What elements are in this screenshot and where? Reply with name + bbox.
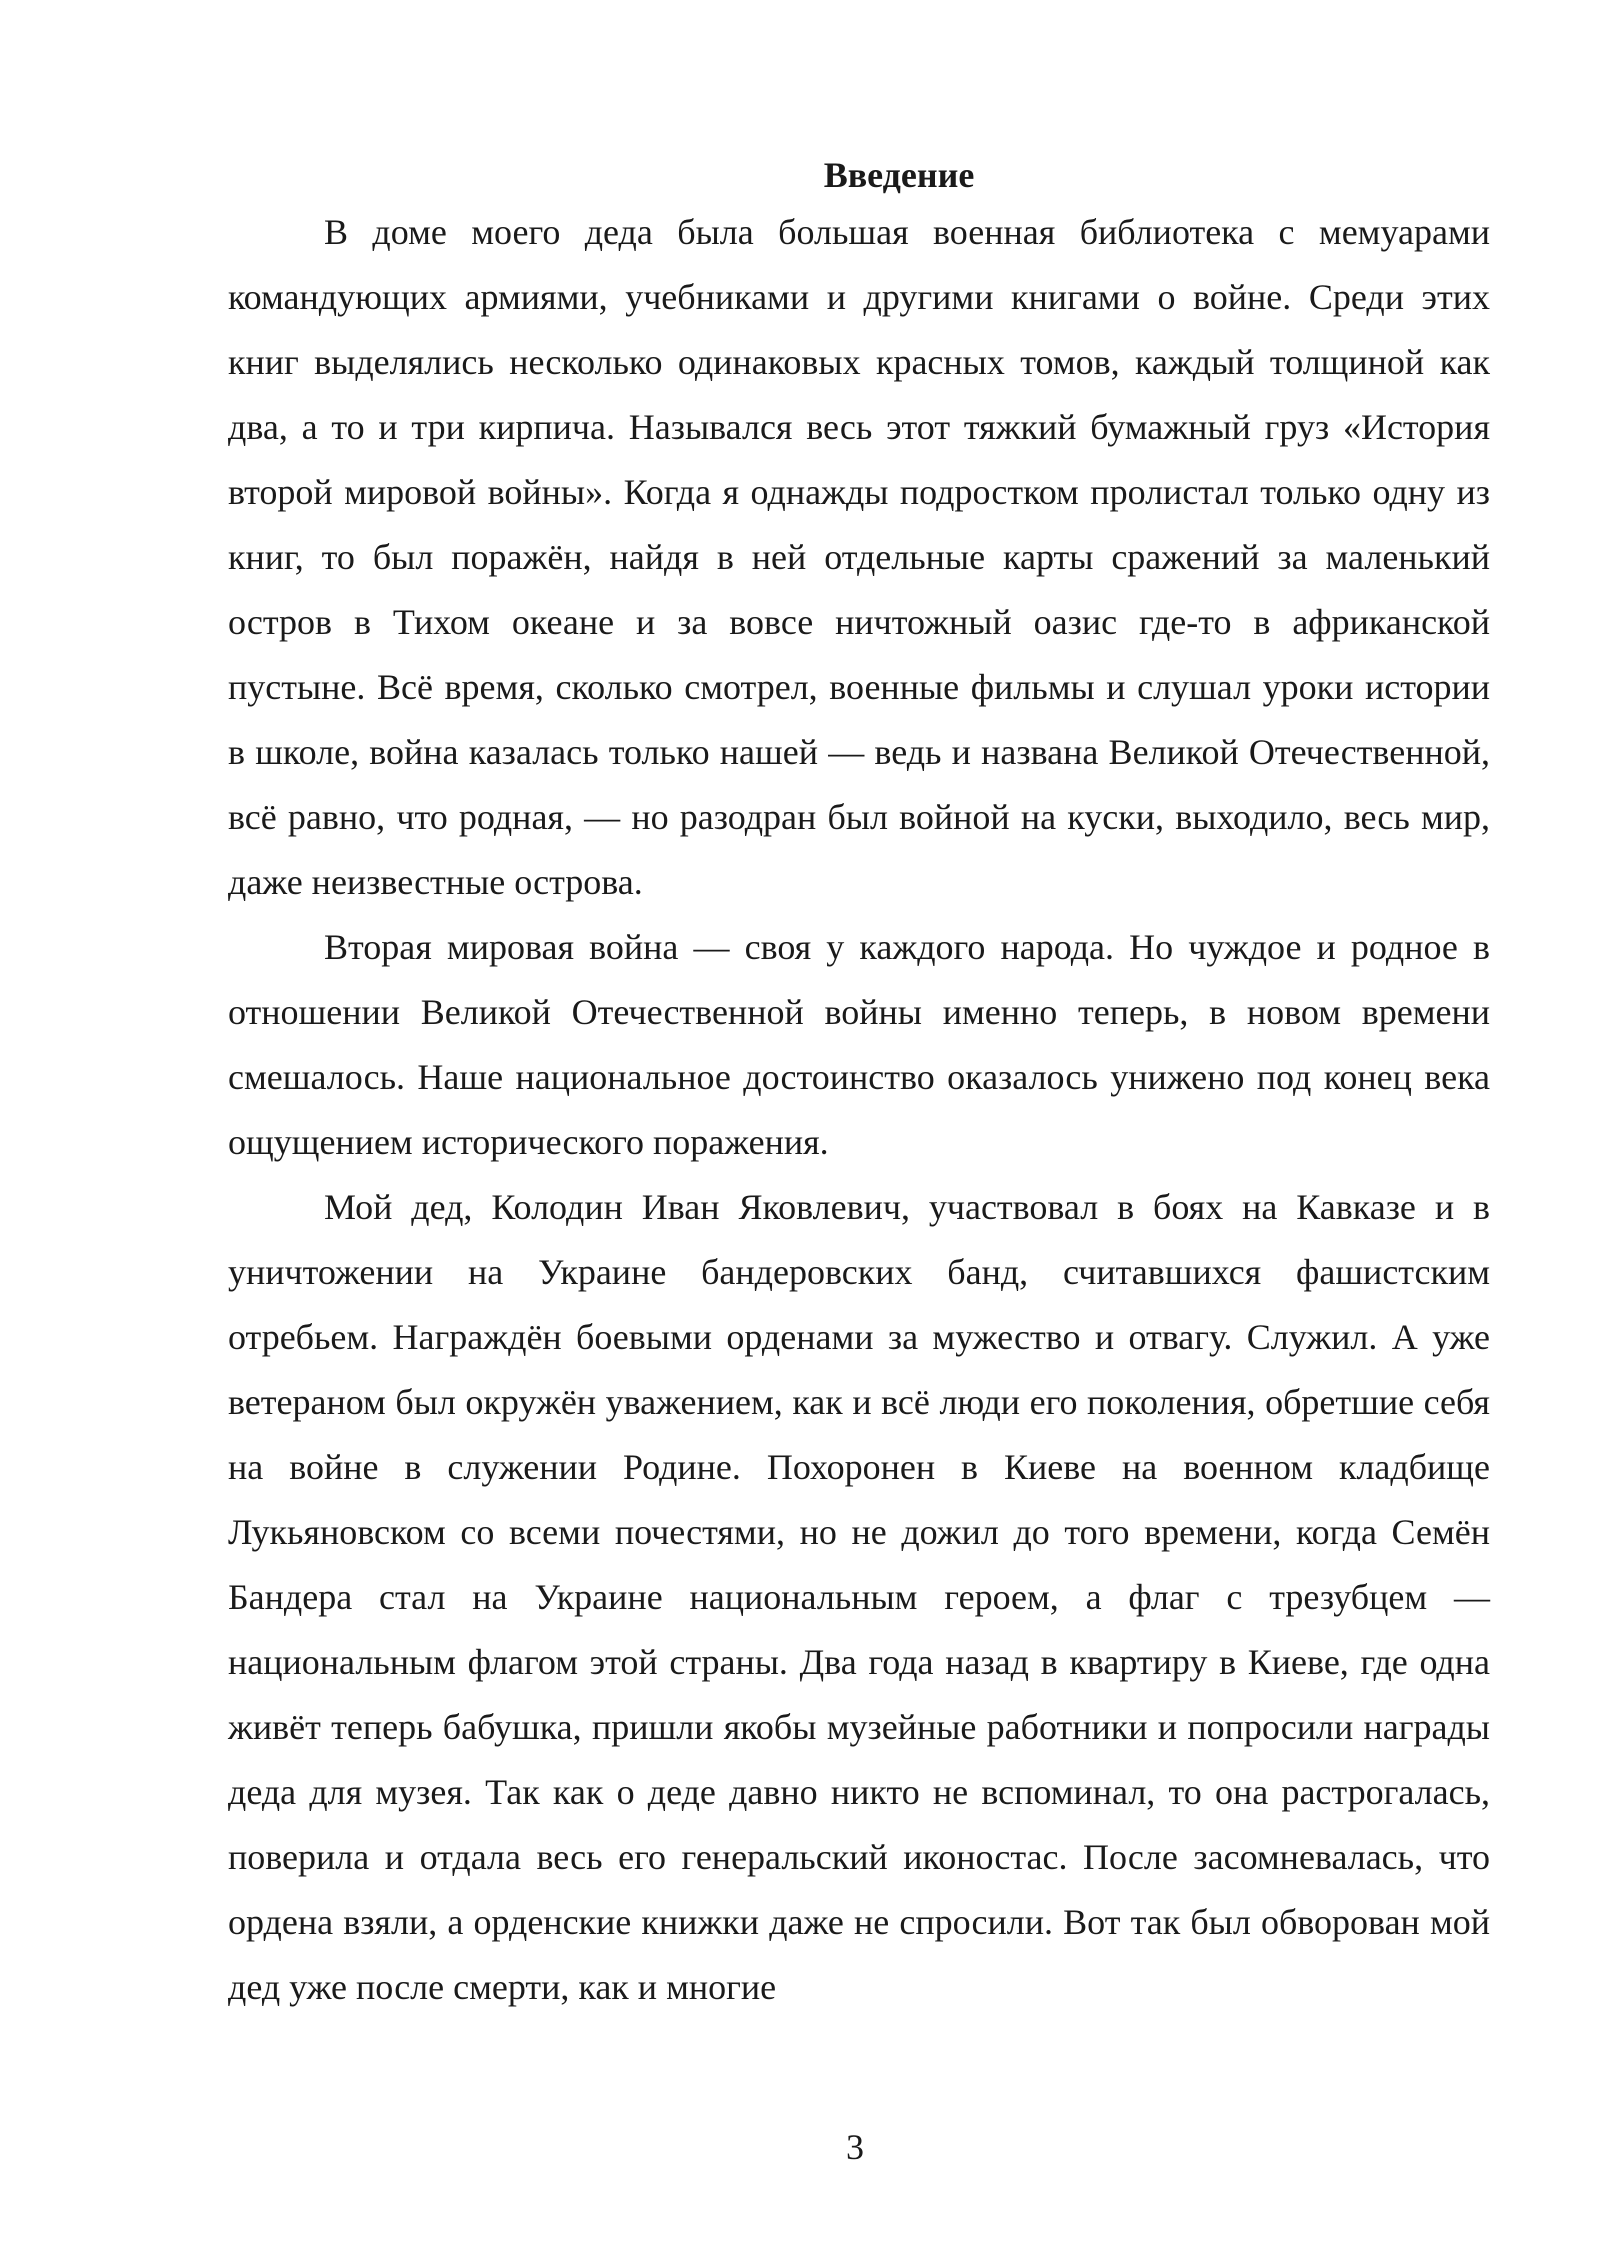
section-heading: Введение bbox=[823, 155, 975, 195]
document-body bbox=[228, 150, 1490, 2020]
paragraph-2: Вторая мировая война — своя у каждого народа. Но чуждое и родное в отношении Великой Отечественной войны именно теперь, в новом времени смешалось. Наше национальное достоинство оказалось унижено под конец века ощущением исторического поражения. bbox=[228, 927, 1490, 1162]
paragraph-1: В доме моего деда была большая военная библиотека с мемуарами командующих армиями, учебниками и другими книгами о войне. Среди этих книг выделялись несколько одинаковых красных томов, каждый толщиной как два, а то и три кирпича. Назывался весь этот тяжкий бумажный груз «История второй мировой войны». Когда я однажды подростком пролистал только одну из книг, то был поражён, найдя в ней отдельные карты сражений за маленький остров в Тихом океане и за вовсе ничтожный оазис где-то в африканской пустыне. Всё время, сколько смотрел, военные фильмы и слушал уроки истории в школе, война казалась только нашей — ведь и названа Великой Отечественной, всё равно, что родная, — но разодран был войной на куски, выходило, весь мир, даже неизвестные острова. bbox=[228, 212, 1490, 902]
page-number: 3 bbox=[846, 2127, 864, 2167]
paragraph-3: Мой дед, Колодин Иван Яковлевич, участвовал в боях на Кавказе и в уничтожении на Украине бандеровских банд, считавшихся фашистским отребьем. Награждён боевыми орденами за мужество и отвагу. Служил. А уже ветераном был окружён уважением, как и всё люди его поколения, обретшие себя на войне в служении Родине. Похоронен в Киеве на военном кладбище Лукьяновском со всеми почестями, но не дожил до того времени, когда Семён Бандера стал на Украине национальным героем, а флаг с трезубцем — национальным флагом этой страны. Два года назад в квартиру в Киеве, где одна живёт теперь бабушка, пришли якобы музейные работники и попросили награды деда для музея. Так как о деде давно никто не вспоминал, то она растрогалась, поверила и отдала весь его генеральский иконостас. После засомневалась, что ордена взяли, а орденские книжки даже не спросили. Вот так был обворован мой дед уже после смерти, как и многие bbox=[228, 1187, 1490, 2007]
